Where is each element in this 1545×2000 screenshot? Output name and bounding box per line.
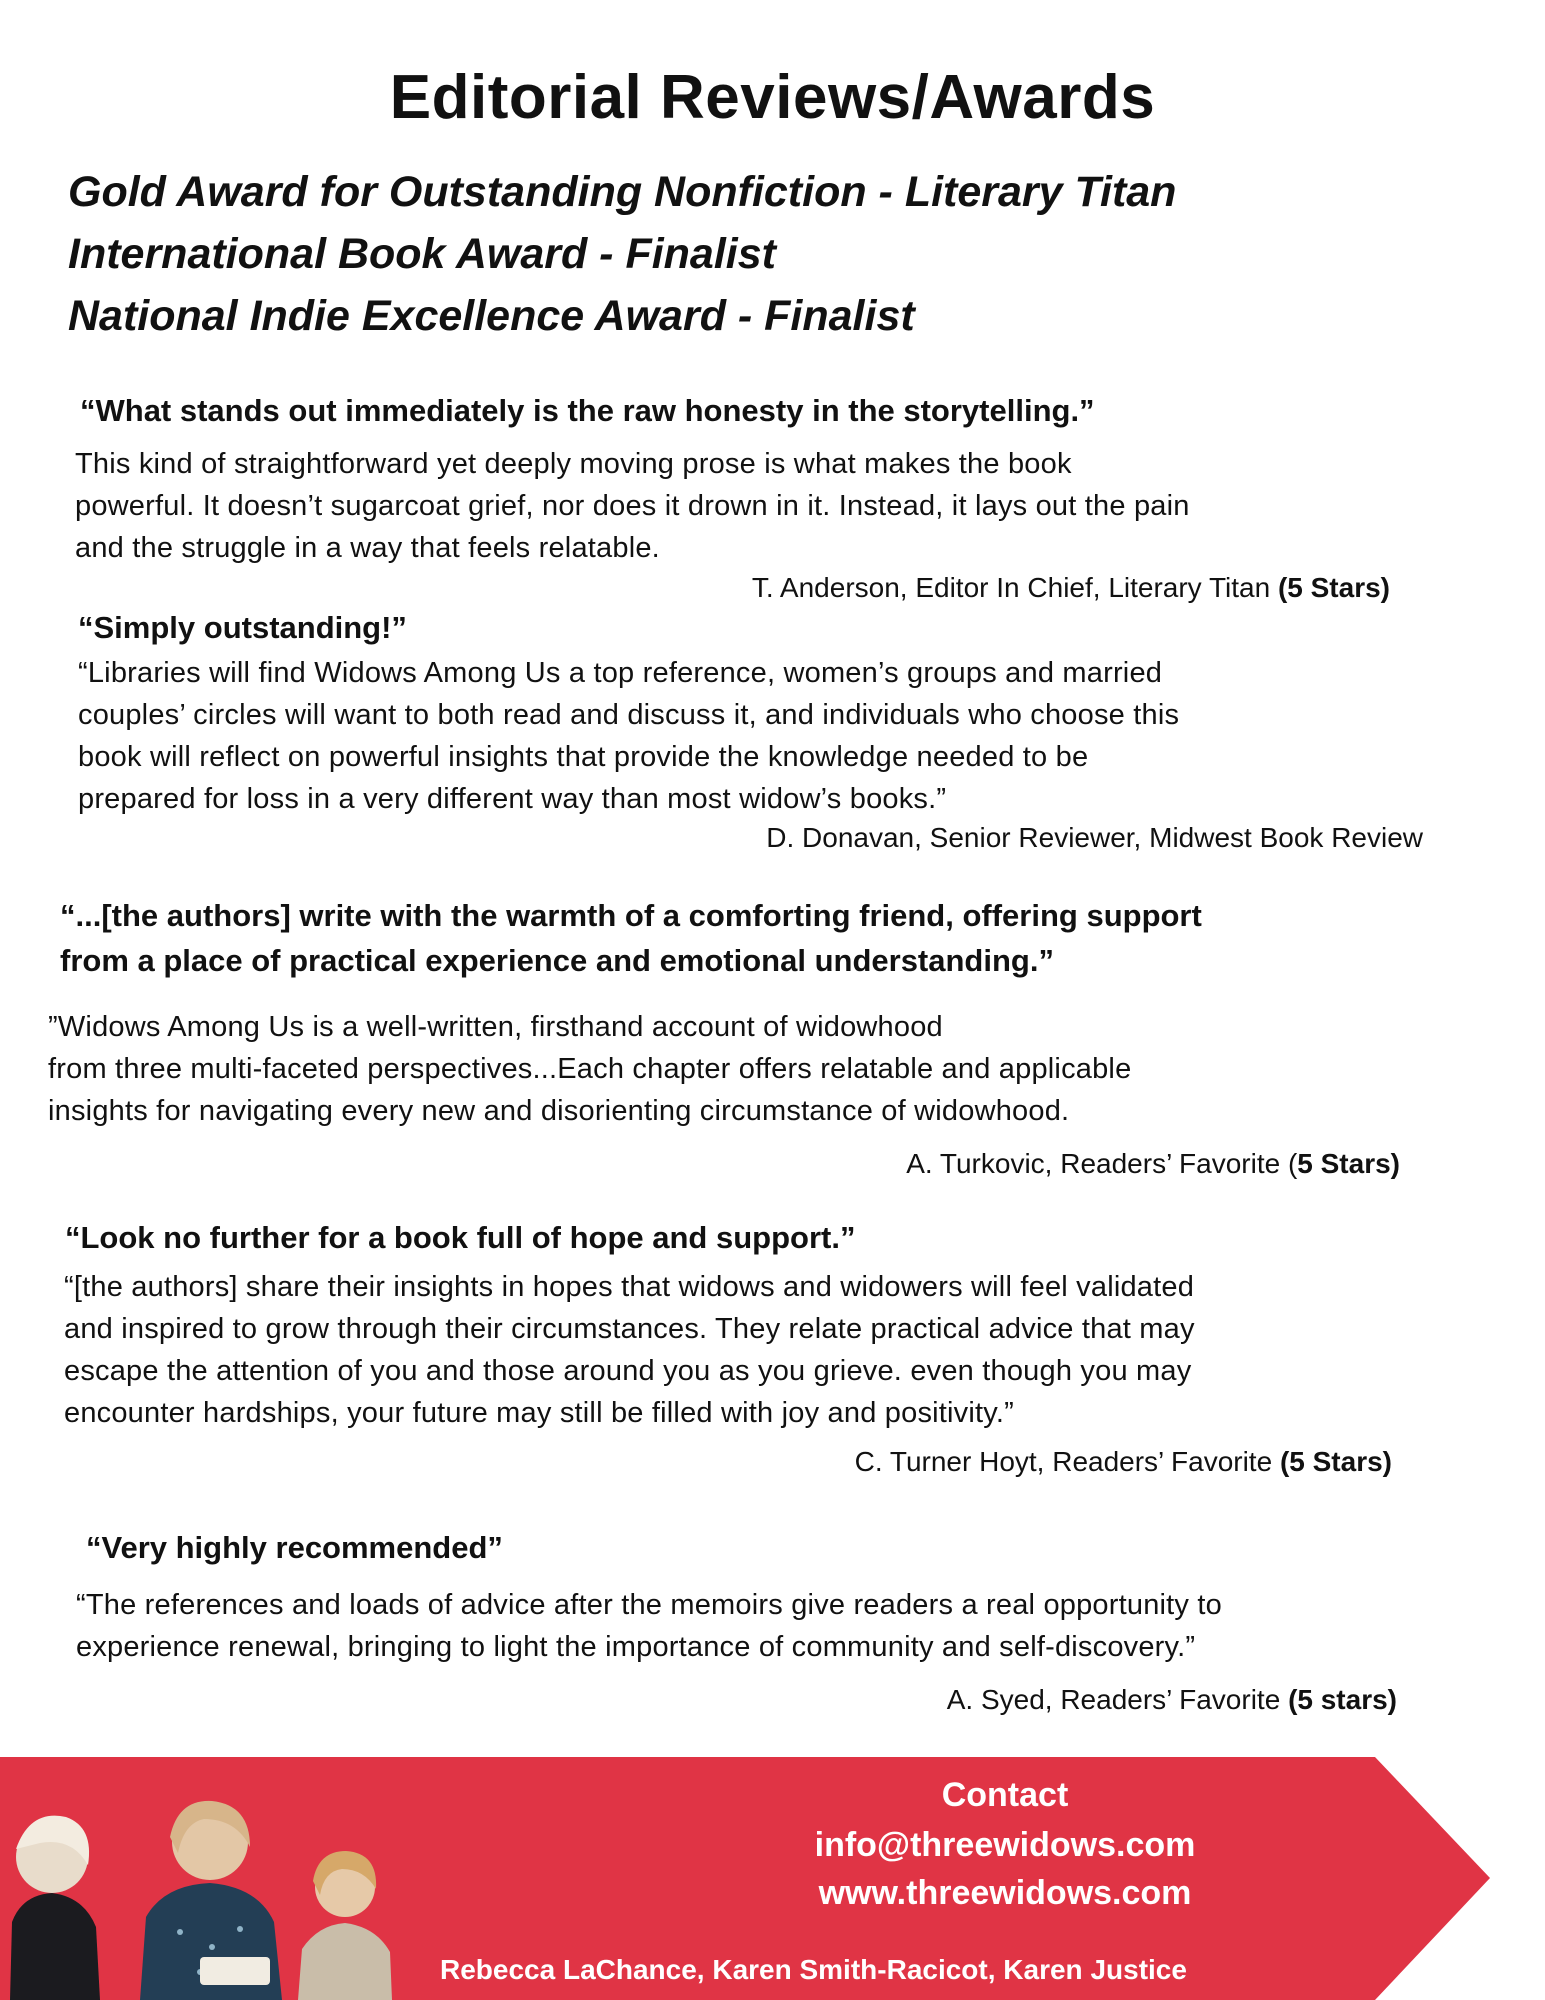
review-5-rating: (5 stars) xyxy=(1288,1684,1397,1715)
review-4-headline: “Look no further for a book full of hope and support.” xyxy=(65,1220,856,1255)
contact-label: Contact xyxy=(941,1776,1069,1814)
review-4-rating: (5 Stars) xyxy=(1279,1446,1392,1477)
review-2-body xyxy=(78,652,1179,820)
review-5-headline: “Very highly recommended” xyxy=(86,1530,503,1565)
review-3-headline-line: from a place of practical experience and emotional understanding.” xyxy=(60,943,1054,978)
review-2-line: prepared for loss in a very different way than most widow’s books.” xyxy=(78,783,947,815)
review-5-line: “The references and loads of advice after the memoirs give readers a real opportunity to xyxy=(76,1589,1222,1621)
review-3-body xyxy=(48,1006,1131,1132)
review-4-line: escape the attention of you and those around you as you grieve. even though you may xyxy=(64,1355,1192,1387)
review-1-attribution xyxy=(752,572,1390,604)
review-1-body xyxy=(75,443,1190,569)
award-national-indie: National Indie Excellence Award - Finalist xyxy=(68,292,915,340)
contact-email[interactable]: info@threewidows.com xyxy=(814,1826,1196,1864)
review-2-line: book will reflect on powerful insights that provide the knowledge needed to be xyxy=(78,741,1089,773)
review-1-line: This kind of straightforward yet deeply moving prose is what makes the book xyxy=(75,448,1072,480)
review-2-headline: “Simply outstanding!” xyxy=(78,610,407,645)
review-3-headline-line: “...[the authors] write with the warmth of a comforting friend, offering support xyxy=(60,898,1202,933)
review-5-author: A. Syed, Readers’ Favorite xyxy=(946,1684,1289,1715)
review-2-line: couples’ circles will want to both read and discuss it, and individuals who choose this xyxy=(78,699,1180,731)
award-international: International Book Award - Finalist xyxy=(68,230,776,278)
review-4-attribution xyxy=(855,1446,1392,1478)
review-1-rating: (5 Stars) xyxy=(1277,572,1390,603)
review-1-author: T. Anderson, Editor In Chief, Literary Titan xyxy=(751,572,1278,603)
review-4-author: C. Turner Hoyt, Readers’ Favorite xyxy=(854,1446,1280,1477)
page-title: Editorial Reviews/Awards xyxy=(389,63,1156,132)
award-gold: Gold Award for Outstanding Nonfiction - Literary Titan xyxy=(68,168,1177,216)
review-2-line: “Libraries will find Widows Among Us a top reference, women’s groups and married xyxy=(78,657,1163,689)
review-1-headline: “What stands out immediately is the raw honesty in the storytelling.” xyxy=(80,393,1095,428)
review-3-author: A. Turkovic, Readers’ Favorite ( xyxy=(906,1148,1298,1179)
review-4-line: and inspired to grow through their circumstances. They relate practical advice that may xyxy=(64,1313,1195,1345)
review-2-attribution xyxy=(766,822,1423,854)
review-3-line: ”Widows Among Us is a well-written, firsthand account of widowhood xyxy=(48,1011,943,1043)
review-5-line: experience renewal, bringing to light the importance of community and self-discovery.” xyxy=(76,1631,1196,1663)
review-4-line: “[the authors] share their insights in hopes that widows and widowers will feel validated xyxy=(64,1271,1195,1303)
review-2-author: D. Donavan, Senior Reviewer, Midwest Book Review xyxy=(766,822,1423,853)
review-3-rating: 5 Stars) xyxy=(1297,1148,1400,1179)
review-3-line: from three multi-faceted perspectives...Each chapter offers relatable and applicable xyxy=(48,1053,1132,1085)
review-3-attribution xyxy=(906,1148,1400,1180)
authors-names: Rebecca LaChance, Karen Smith-Racicot, Karen Justice xyxy=(440,1954,1187,1985)
review-1-line: powerful. It doesn’t sugarcoat grief, nor does it drown in it. Instead, it lays out the pain xyxy=(75,490,1190,522)
contact-website[interactable]: www.threewidows.com xyxy=(818,1874,1192,1912)
review-5-body xyxy=(76,1584,1222,1668)
review-1-line: and the struggle in a way that feels relatable. xyxy=(75,532,660,564)
review-5-attribution xyxy=(947,1684,1397,1716)
review-3-line: insights for navigating every new and disorienting circumstance of widowhood. xyxy=(48,1095,1070,1127)
review-4-body xyxy=(64,1266,1195,1434)
review-4-line: encounter hardships, your future may still be filled with joy and positivity.” xyxy=(64,1397,1014,1429)
